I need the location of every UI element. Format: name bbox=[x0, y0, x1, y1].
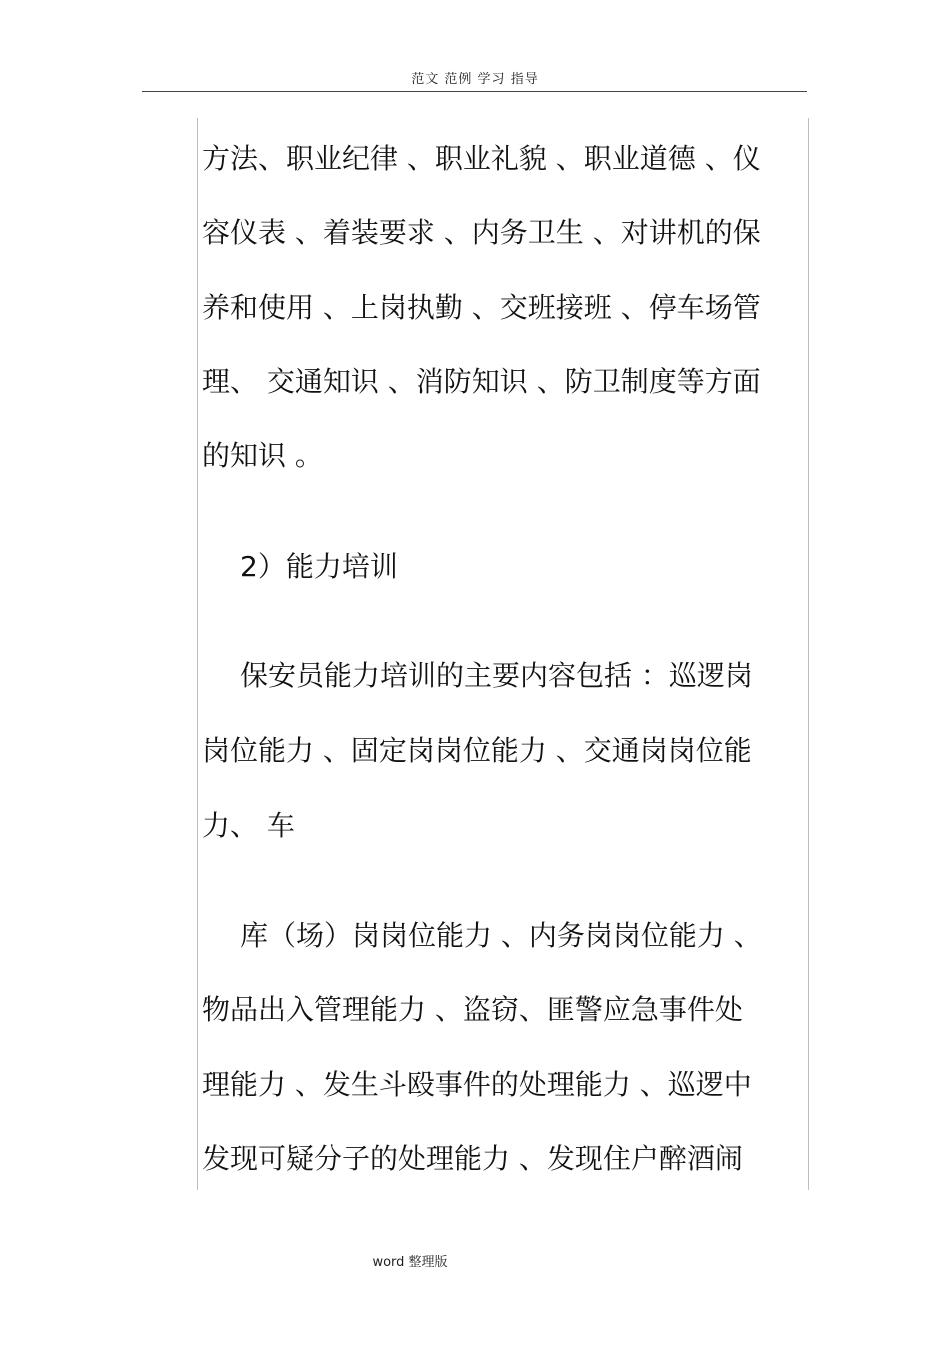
text-line: 容仪表 、着装要求 、内务卫生 、对讲机的保 bbox=[202, 216, 761, 249]
text-line: 力、 车 bbox=[202, 809, 295, 842]
text-line: 理、 交通知识 、消防知识 、防卫制度等方面 bbox=[202, 365, 761, 398]
text-line: 发现可疑分子的处理能力 、发现住户醉酒闹 bbox=[202, 1142, 743, 1175]
text-line: 方法、职业纪律 、职业礼貌 、职业道德 、仪 bbox=[202, 142, 761, 175]
right-margin-rule bbox=[808, 118, 809, 1190]
text-line: 保安员能力培训的主要内容包括 ：巡逻岗 bbox=[240, 659, 753, 692]
text-line: 理能力 、发生斗殴事件的处理能力 、巡逻中 bbox=[202, 1068, 752, 1101]
text-line: 岗位能力 、固定岗岗位能力 、交通岗岗位能 bbox=[202, 734, 752, 767]
text-line: 的知识 。 bbox=[202, 439, 323, 472]
left-margin-rule bbox=[197, 118, 198, 1190]
page-footer: word 整理版 bbox=[372, 1255, 448, 1270]
text-line: 库（场）岗岗位能力 、内务岗岗位能力 、 bbox=[240, 919, 762, 952]
header-divider bbox=[142, 91, 807, 92]
text-line: 养和使用 、上岗执勤 、交班接班 、停车场管 bbox=[202, 291, 761, 324]
text-line: 物品出入管理能力 、盗窃、匪警应急事件处 bbox=[202, 993, 743, 1026]
page-header: 范文 范例 学习 指导 bbox=[411, 72, 539, 87]
section-heading: 2）能力培训 bbox=[240, 550, 398, 583]
